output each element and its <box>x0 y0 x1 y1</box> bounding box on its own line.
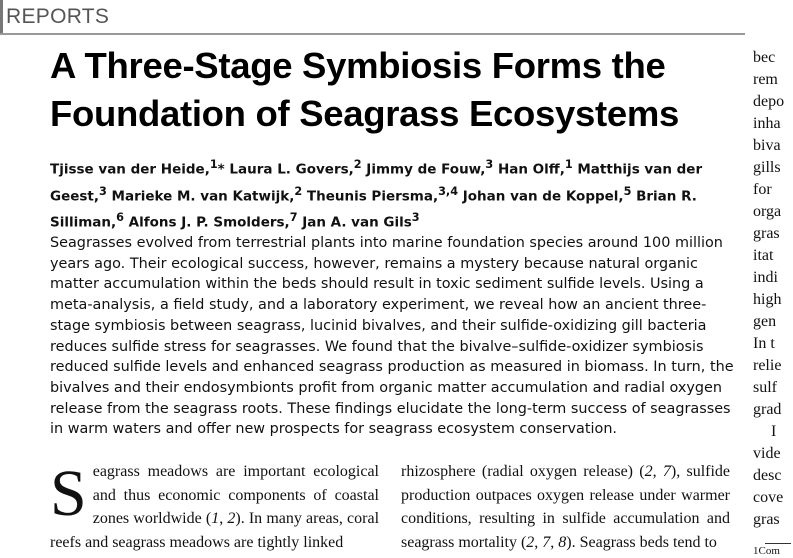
body-column-1: Seagrass meadows are important ecological and thus economic components of coastal zones worldwide (1, 2). In many areas, coral reefs and seagrass meadows are tightly linked <box>50 457 380 551</box>
right-column-line: for <box>753 181 772 198</box>
right-column-line: relie <box>753 357 782 374</box>
abstract: Seagrasses evolved from terrestrial plants into marine foundation species around 100 million years ago. Their ecological success, however, remains a mystery because natural organic matter accumulation within the beds should result in toxic sediment sulfide levels. Using a meta-analysis, a field study, and a laboratory experiment, we reveal how an ancient three-stage symbiosis between seagrass, lucinid bivalves, and their sulfide-oxidizing gill bacteria reduces sulfide stress for seagrasses. We found that the bivalve–sulfide-oxidizer symbiosis reduced sulfide levels and enhanced seagrass production as measured in biomass. In turn, the bivalves and their endosymbionts profit from organic matter accumulation and radial oxygen release from the seagrass roots. These findings elucidate the long-term success of seagrasses in warm waters and offer new prospects for seagrass ecosystem conservation. <box>50 235 734 438</box>
right-column-line: depo <box>753 93 785 110</box>
body-column-2: rhizosphere (radial oxygen release) (2, 7), sulfide production outpaces oxygen release under warmer conditions, resulting in sulfide accumulation and seagrass mortality (2, 7, 8). Seagrass beds tend to <box>401 463 731 551</box>
right-column-line: vide <box>753 445 781 462</box>
right-column-line: In t <box>753 335 775 352</box>
right-column-line: orga <box>753 203 782 220</box>
section-label: REPORTS <box>6 5 110 28</box>
right-column-fragments <box>753 47 793 558</box>
header-left-rule <box>0 0 3 34</box>
right-column-line: I <box>771 423 777 440</box>
header-bottom-rule <box>0 33 745 35</box>
article-title: A Three-Stage Symbiosis Forms the Foundation of Seagrass Ecosystems <box>50 45 680 134</box>
author-list: Tjisse van der Heide,$^1$* Laura L. Govers,$^2$ Jimmy de Fouw,$^3$ Han Olff,$^1$ Matthijs van der Geest,$^3$ Marieke M. van Katwijk,$^2$ Theunis Piersma,$^{3,4}$ Johan van de Koppel,$^5$ Brian R. Silliman,$^6$ Alfons J. P. Smolders,$^7$ Jan A. van Gils$^3$ <box>50 158 703 231</box>
section-header <box>0 0 745 34</box>
right-column-line: gills <box>753 159 781 176</box>
drop-cap: S <box>50 457 87 530</box>
right-column-line: gras <box>753 511 780 528</box>
right-column-line: indi <box>753 269 778 286</box>
right-column-line: grad <box>753 401 782 418</box>
right-column-line: cove <box>753 489 784 506</box>
right-column-line: desc <box>753 467 782 484</box>
right-column-line: rem <box>753 71 778 88</box>
right-column-line: gen <box>753 313 777 330</box>
right-column-line: bec <box>753 49 776 66</box>
right-column-line: 1Com <box>753 545 780 557</box>
right-column-line: biva <box>753 137 781 154</box>
right-column-line: gras <box>753 225 780 242</box>
right-column-line: sulf <box>753 379 777 396</box>
right-column-line: high <box>753 291 782 308</box>
right-column-line: inha <box>753 115 781 132</box>
right-column-line: itat <box>753 247 774 264</box>
